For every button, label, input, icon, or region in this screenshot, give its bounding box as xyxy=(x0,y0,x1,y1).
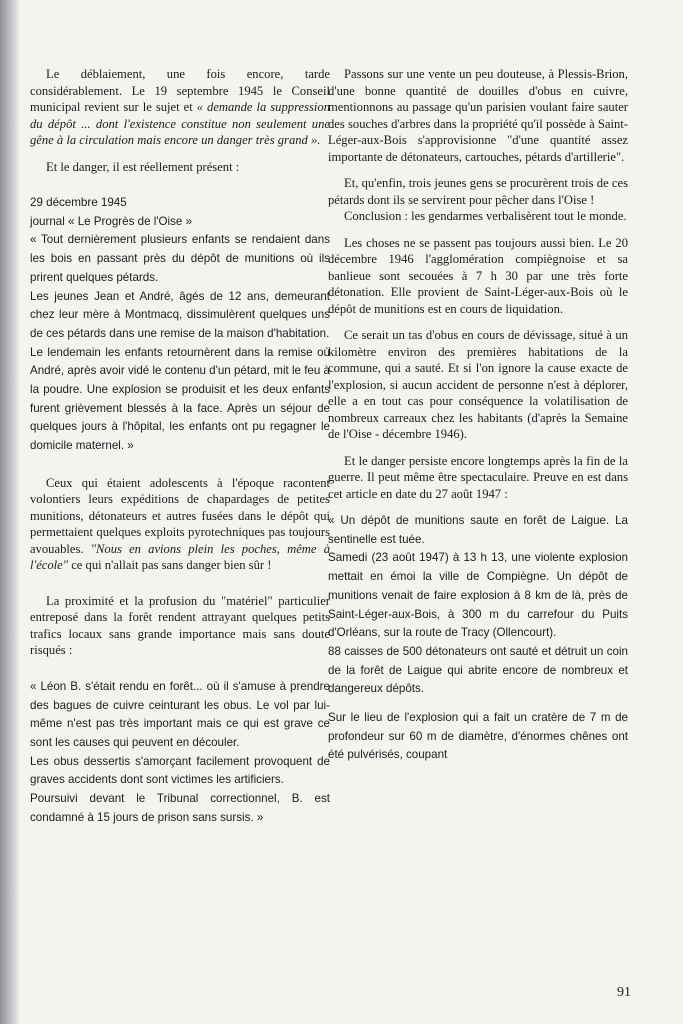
paragraph: Conclusion : les gendarmes verbalisèrent tout le monde. xyxy=(344,209,627,223)
left-column xyxy=(30,66,330,827)
paragraph: Les choses ne se passent pas toujours aussi bien. Le 20 décembre 1946 l'agglomération compiègnoise et sa banlieue sont secouées à 7 h 30 par une très forte détonation. Elle provient de Saint-Léger-aux-Bois où le dépôt de munitions est en cours de liquidation. xyxy=(328,235,628,316)
quote-date: 29 décembre 1945 xyxy=(30,196,127,209)
paragraph: Ce serait un tas d'obus en cours de dévissage, situé à un kilomètre environ des premières habitations de la commune, qui a sauté. Et si l'on ignore la cause exacte de l'explosion, si aucun accident de personne n'est à déplorer, elle a en tout cas pour conséquence la volatilisation de nombreux carreaux chez les habitants (d'après la Semaine de l'Oise - décembre 1946). xyxy=(328,328,628,441)
quote-paragraph: Poursuivi devant le Tribunal correctionnel, B. est condamné à 15 jours de prison sans sursis. » xyxy=(30,792,330,824)
paragraph: Et le danger persiste encore longtemps après la fin de la guerre. Il peut même être spectaculaire. Preuve en est dans cet article en date du 27 août 1947 : xyxy=(328,453,628,501)
quote-paragraph: Samedi (23 août 1947) à 13 h 13, une violente explosion mettait en émoi la ville de Compiègne. Un dépôt de munitions venait de faire explosion à 8 km de là, près de Saint-Léger-aux-Bois, à 300 m du carrefour du Puits d'Orléans, sur la route de Tracy (Ollencourt). xyxy=(328,551,628,640)
quote-paragraph: Sur le lieu de l'explosion qui a fait un cratère de 7 m de profondeur sur 60 m de diamètre, d'énormes chênes ont été pulvérisés, coupant xyxy=(328,711,628,762)
quote-paragraph: Les obus dessertis s'amorçant facilement provoquent de graves accidents dont sont victimes les artificiers. xyxy=(30,754,330,787)
quote-paragraph: « Tout dernièrement plusieurs enfants se rendaient dans les bois en passant près du dépôt de munitions où ils prirent quelques pétards. xyxy=(30,233,330,284)
paragraph: Ceux qui étaient adolescents à l'époque racontent volontiers leurs expéditions de chapardages de petites munitions, détonateurs et autres fusées dans le dépôt qui permettaient quelques exploits pyrotechniques pas toujours avouables. "Nous en avions plein les poches, même à l'école" ce qui n'allait pas sans danger bien sûr ! xyxy=(30,475,330,573)
page-number: 91 xyxy=(617,985,631,1000)
quote-paragraph: « Un dépôt de munitions saute en forêt de Laigue. La sentinelle est tuée. xyxy=(328,514,628,546)
paragraph: Le déblaiement, une fois encore, tarde considérablement. Le 19 septembre 1945 le Conseil municipal revient sur le sujet et « demande la suppression du dépôt ... dont l'existence constitue non seulement une gêne à la circulation mais encore un danger très grand ». xyxy=(30,67,330,147)
quote-source: journal « Le Progrès de l'Oise » xyxy=(30,214,193,228)
quote-paragraph: Le lendemain les enfants retournèrent dans la remise où André, après avoir vidé le contenu d'un pétard, mit le feu à la poudre. Une explosion se produisit et les deux enfants furent grièvement blessés à la face. Après un séjour de quelques jours à l'hôpital, les enfants ont pu regagner le domicile maternel. » xyxy=(30,345,330,453)
quote-paragraph: 88 caisses de 500 détonateurs ont sauté et détruit un coin de la forêt de Laigue qui abrite encore de nombreux et dangereux dépôts. xyxy=(328,644,628,696)
quote-paragraph: « Léon B. s'était rendu en forêt... où il s'amuse à prendre des bagues de cuivre ceinturant les obus. Le vol par lui-même n'est pas très important mais ce qui est grave ce sont les causes qui peuvent en découler. xyxy=(30,679,330,749)
paragraph: La proximité et la profusion du "matériel" particulier entreposé dans la forêt rendent attrayant quelques petits trafics locaux sans grande importance mais sans doute risqués : xyxy=(30,593,330,658)
paragraph: Et le danger, il est réellement présent : xyxy=(46,159,240,174)
right-column xyxy=(328,66,628,765)
paragraph: Passons sur une vente un peu douteuse, à Plessis-Brion, d'une bonne quantité de douilles d'obus en cuivre, mentionnons au passage qu'un parisien voulant faire sauter des souches d'arbres dans la propriété qu'il possède à Saint-Léger-aux-Bois s'approvisionne "d'une quantité assez importante de détonateurs, cartouches, pétards d'artillerie". xyxy=(328,67,628,164)
book-binding-shadow xyxy=(0,0,20,1024)
quote-paragraph: Les jeunes Jean et André, âgés de 12 ans, demeurant chez leur mère à Montmacq, dissimulèrent quelques uns de ces pétards dans une remise de la maison d'habitation. xyxy=(30,289,330,340)
paragraph: Et, qu'enfin, trois jeunes gens se procurèrent trois de ces pétards dont ils se servirent pour pêcher dans l'Oise ! xyxy=(328,176,628,207)
